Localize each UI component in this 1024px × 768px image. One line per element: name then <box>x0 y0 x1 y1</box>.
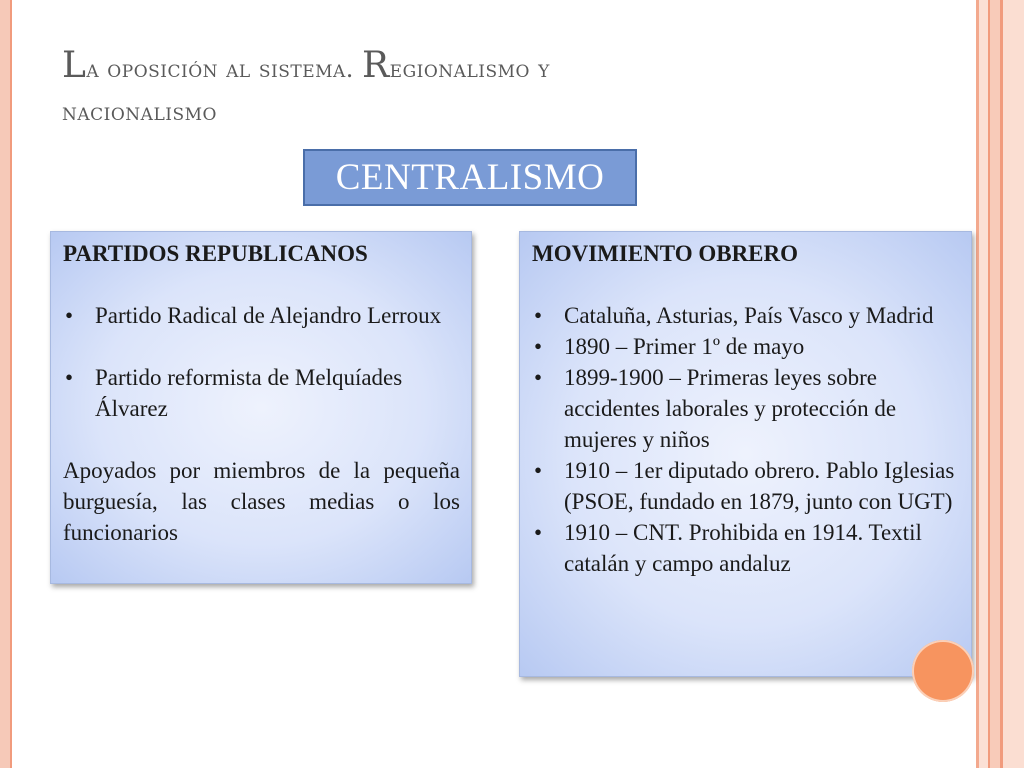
list-item: • 1910 – 1er diputado obrero. Pablo Iglesias (PSOE, fundado en 1879, junto con UGT) <box>532 455 961 517</box>
partidos-note: Apoyados por miembros de la pequeña burguesía, las clases medias o los funcionarios <box>63 458 460 545</box>
list-item: • Cataluña, Asturias, País Vasco y Madrid <box>532 300 961 331</box>
partidos-list <box>63 300 460 424</box>
list-item: • 1910 – CNT. Prohibida en 1914. Textil catalán y campo andaluz <box>532 517 961 579</box>
movimiento-heading: MOVIMIENTO OBRERO <box>532 241 799 266</box>
list-item: • Partido reformista de Melquíades Álvarez <box>63 362 460 424</box>
list-item: • 1890 – Primer 1º de mayo <box>532 331 961 362</box>
list-item: • 1899-1900 – Primeras leyes sobre accidentes laborales y protección de mujeres y niños <box>532 362 961 455</box>
list-item: • Partido Radical de Alejandro Lerroux <box>63 300 460 331</box>
title-line-1: La oposición al sistema. Regionalismo y <box>62 45 550 86</box>
left-decorative-border <box>0 0 10 768</box>
right-decorative-stripes <box>976 0 1024 768</box>
title-line-2: nacionalismo <box>62 98 217 126</box>
centralismo-label: CENTRALISMO <box>303 149 637 206</box>
partidos-heading: PARTIDOS REPUBLICANOS <box>63 241 368 266</box>
decorative-circle <box>912 640 974 702</box>
movimiento-obrero-box <box>519 231 972 677</box>
movimiento-list <box>532 300 961 579</box>
partidos-republicanos-box <box>50 231 472 584</box>
slide-title <box>62 44 922 134</box>
